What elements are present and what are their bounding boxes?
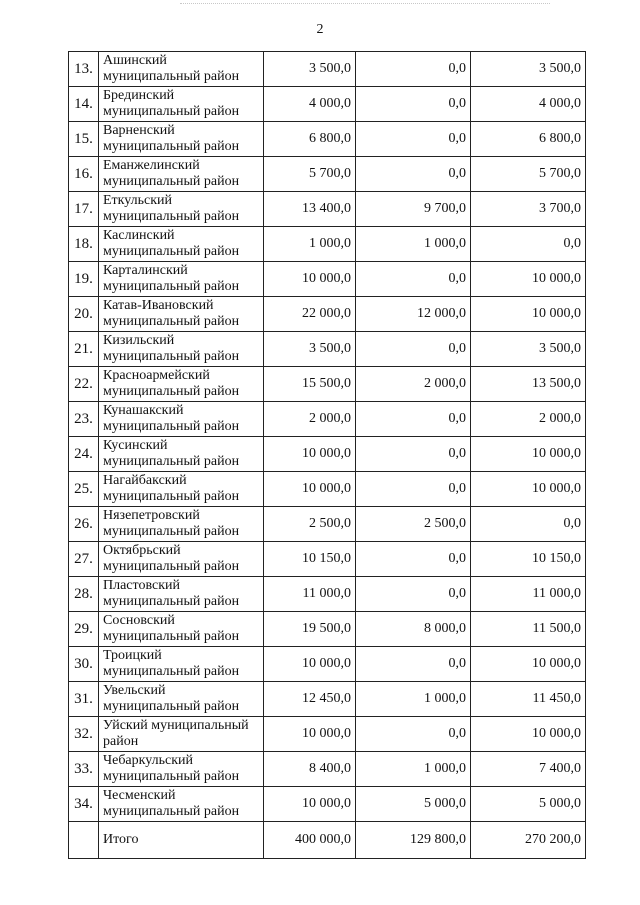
table-row — [69, 752, 586, 787]
amount-column-b: 10 000,0 — [471, 297, 586, 332]
amount-column-b: 2 000,0 — [471, 402, 586, 437]
district-name: Ашинский муниципальный район — [99, 52, 264, 87]
table-row — [69, 577, 586, 612]
amount-column-b: 10 000,0 — [471, 647, 586, 682]
total-amount: 1 000,0 — [264, 227, 356, 262]
table-row — [69, 472, 586, 507]
district-name: Сосновский муниципальный район — [99, 612, 264, 647]
total-amount: 2 000,0 — [264, 402, 356, 437]
amount-column-b: 10 000,0 — [471, 262, 586, 297]
row-number: 22. — [69, 367, 99, 402]
amount-column-a: 5 000,0 — [356, 787, 471, 822]
amount-column-a: 8 000,0 — [356, 612, 471, 647]
table-row — [69, 332, 586, 367]
total-amount: 6 800,0 — [264, 122, 356, 157]
table-row — [69, 52, 586, 87]
amount-column-b: 270 200,0 — [471, 822, 586, 859]
total-amount: 5 700,0 — [264, 157, 356, 192]
amount-column-a: 0,0 — [356, 437, 471, 472]
amount-column-a: 9 700,0 — [356, 192, 471, 227]
district-name: Чебаркульский муниципальный район — [99, 752, 264, 787]
amount-column-a: 129 800,0 — [356, 822, 471, 859]
table-row — [69, 227, 586, 262]
scan-noise-line — [180, 3, 550, 5]
total-amount: 19 500,0 — [264, 612, 356, 647]
total-amount: 10 000,0 — [264, 472, 356, 507]
total-amount: 3 500,0 — [264, 332, 356, 367]
district-name: Нагайбакский муниципальный район — [99, 472, 264, 507]
district-name: Нязепетровский муниципальный район — [99, 507, 264, 542]
amount-column-b: 5 700,0 — [471, 157, 586, 192]
totals-label: Итого — [99, 822, 264, 859]
amount-column-a: 0,0 — [356, 122, 471, 157]
total-amount: 22 000,0 — [264, 297, 356, 332]
totals-row — [69, 822, 586, 859]
amount-column-b: 7 400,0 — [471, 752, 586, 787]
amount-column-b: 5 000,0 — [471, 787, 586, 822]
amount-column-a: 0,0 — [356, 542, 471, 577]
district-name: Брединский муниципальный район — [99, 87, 264, 122]
total-amount: 10 000,0 — [264, 647, 356, 682]
amount-column-b: 3 500,0 — [471, 52, 586, 87]
amount-column-a: 0,0 — [356, 402, 471, 437]
table-row — [69, 367, 586, 402]
district-name: Еткульский муниципальный район — [99, 192, 264, 227]
amount-column-b: 10 000,0 — [471, 437, 586, 472]
total-amount: 13 400,0 — [264, 192, 356, 227]
amount-column-b: 6 800,0 — [471, 122, 586, 157]
amount-column-a: 2 500,0 — [356, 507, 471, 542]
row-number: 19. — [69, 262, 99, 297]
amount-column-a: 0,0 — [356, 157, 471, 192]
district-name: Кизильский муниципальный район — [99, 332, 264, 367]
table-row — [69, 192, 586, 227]
row-number: 20. — [69, 297, 99, 332]
amount-column-a: 0,0 — [356, 717, 471, 752]
row-number: 18. — [69, 227, 99, 262]
total-amount: 4 000,0 — [264, 87, 356, 122]
amount-column-b: 11 000,0 — [471, 577, 586, 612]
amount-column-b: 10 000,0 — [471, 717, 586, 752]
amount-column-a: 12 000,0 — [356, 297, 471, 332]
row-number: 23. — [69, 402, 99, 437]
amount-column-a: 0,0 — [356, 52, 471, 87]
total-amount: 12 450,0 — [264, 682, 356, 717]
row-number: 34. — [69, 787, 99, 822]
page-number: 2 — [316, 22, 324, 37]
table-row — [69, 717, 586, 752]
total-amount: 10 000,0 — [264, 787, 356, 822]
amount-column-b: 11 450,0 — [471, 682, 586, 717]
district-name: Уйский муниципальный район — [99, 717, 264, 752]
row-number: 30. — [69, 647, 99, 682]
row-number: 14. — [69, 87, 99, 122]
row-number: 28. — [69, 577, 99, 612]
district-name: Еманжелинский муниципальный район — [99, 157, 264, 192]
table-row — [69, 297, 586, 332]
amount-column-b: 0,0 — [471, 227, 586, 262]
district-name: Кусинский муниципальный район — [99, 437, 264, 472]
amount-column-a: 2 000,0 — [356, 367, 471, 402]
row-number: 31. — [69, 682, 99, 717]
amount-column-b: 10 000,0 — [471, 472, 586, 507]
district-name: Карталинский муниципальный район — [99, 262, 264, 297]
amount-column-a: 0,0 — [356, 262, 471, 297]
amount-column-b: 10 150,0 — [471, 542, 586, 577]
total-amount: 3 500,0 — [264, 52, 356, 87]
table-row — [69, 542, 586, 577]
row-number: 25. — [69, 472, 99, 507]
row-number — [69, 822, 99, 859]
total-amount: 11 000,0 — [264, 577, 356, 612]
table-row — [69, 612, 586, 647]
table-row — [69, 122, 586, 157]
table-row — [69, 87, 586, 122]
row-number: 27. — [69, 542, 99, 577]
amount-column-b: 3 500,0 — [471, 332, 586, 367]
district-name: Чесменский муниципальный район — [99, 787, 264, 822]
table-row — [69, 507, 586, 542]
district-name: Пластовский муниципальный район — [99, 577, 264, 612]
total-amount: 10 000,0 — [264, 262, 356, 297]
total-amount: 400 000,0 — [264, 822, 356, 859]
amount-column-b: 13 500,0 — [471, 367, 586, 402]
row-number: 26. — [69, 507, 99, 542]
amount-column-a: 1 000,0 — [356, 227, 471, 262]
amount-column-a: 0,0 — [356, 87, 471, 122]
district-name: Каслинский муниципальный район — [99, 227, 264, 262]
row-number: 15. — [69, 122, 99, 157]
row-number: 16. — [69, 157, 99, 192]
total-amount: 15 500,0 — [264, 367, 356, 402]
amount-column-b: 3 700,0 — [471, 192, 586, 227]
table-row — [69, 682, 586, 717]
row-number: 24. — [69, 437, 99, 472]
total-amount: 10 000,0 — [264, 437, 356, 472]
row-number: 21. — [69, 332, 99, 367]
table-row — [69, 402, 586, 437]
amount-column-a: 1 000,0 — [356, 682, 471, 717]
total-amount: 10 000,0 — [264, 717, 356, 752]
table-row — [69, 262, 586, 297]
district-name: Октябрьский муниципальный район — [99, 542, 264, 577]
amount-column-a: 0,0 — [356, 647, 471, 682]
district-name: Кунашакский муниципальный район — [99, 402, 264, 437]
district-name: Троицкий муниципальный район — [99, 647, 264, 682]
amount-column-b: 4 000,0 — [471, 87, 586, 122]
amount-column-b: 11 500,0 — [471, 612, 586, 647]
table-row — [69, 647, 586, 682]
table-row — [69, 437, 586, 472]
table-body — [69, 52, 586, 859]
budget-table — [68, 51, 586, 859]
row-number: 29. — [69, 612, 99, 647]
amount-column-a: 0,0 — [356, 472, 471, 507]
total-amount: 2 500,0 — [264, 507, 356, 542]
row-number: 32. — [69, 717, 99, 752]
amount-column-b: 0,0 — [471, 507, 586, 542]
total-amount: 10 150,0 — [264, 542, 356, 577]
amount-column-a: 0,0 — [356, 577, 471, 612]
district-name: Варненский муниципальный район — [99, 122, 264, 157]
row-number: 17. — [69, 192, 99, 227]
total-amount: 8 400,0 — [264, 752, 356, 787]
amount-column-a: 1 000,0 — [356, 752, 471, 787]
district-name: Катав-Ивановский муниципальный район — [99, 297, 264, 332]
amount-column-a: 0,0 — [356, 332, 471, 367]
table-row — [69, 157, 586, 192]
row-number: 33. — [69, 752, 99, 787]
table-row — [69, 787, 586, 822]
district-name: Увельский муниципальный район — [99, 682, 264, 717]
district-name: Красноармейский муниципальный район — [99, 367, 264, 402]
row-number: 13. — [69, 52, 99, 87]
